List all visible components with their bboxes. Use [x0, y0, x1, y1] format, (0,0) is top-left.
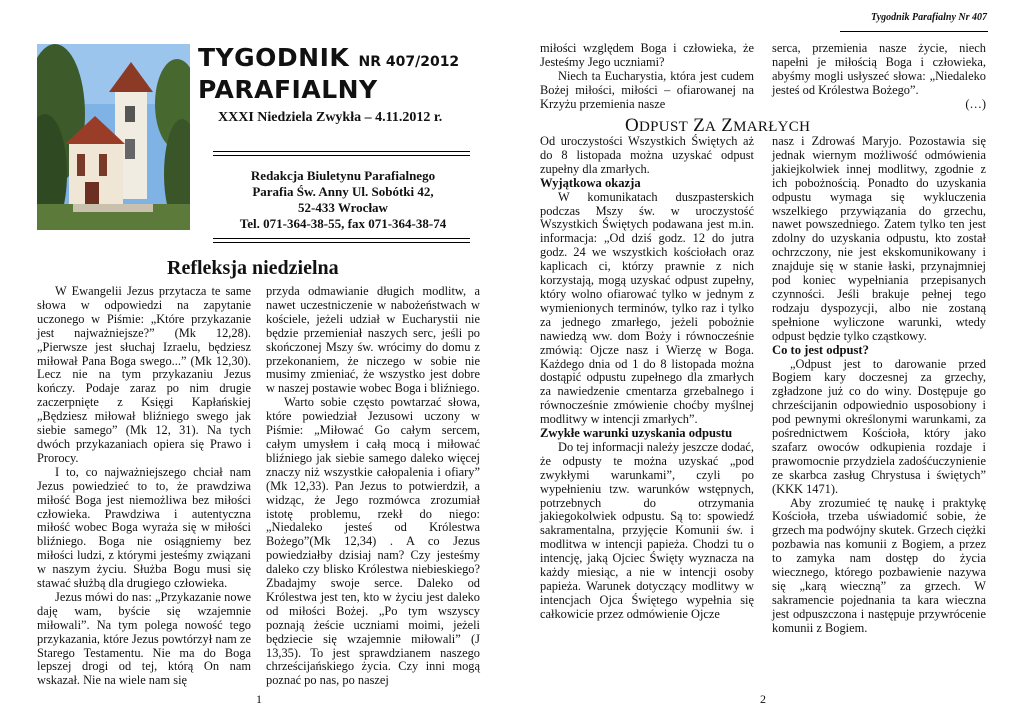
editorial-line: 52-433 Wrocław	[298, 200, 388, 215]
divider	[213, 155, 470, 156]
editorial-line: Redakcja Biuletynu Parafialnego	[250, 168, 436, 183]
page-number: 2	[760, 692, 766, 706]
masthead	[198, 44, 488, 104]
sunday-date: XXXI Niedziela Zwykła – 4.11.2012 r.	[218, 110, 443, 125]
editorial-info	[213, 168, 473, 232]
indulgence-column-left	[540, 135, 754, 685]
divider	[213, 242, 470, 243]
paragraph: serca, przemienia nasze życie, niech napełni je miłością Boga i człowieka, abyśmy mogli usłyszeć słowa: „Niedaleko jesteś od Królestwa Bożego”.	[772, 41, 986, 97]
section-heading: Zwykłe warunki uzyskania odpustu	[540, 426, 733, 441]
paragraph: Aby zrozumieć tę naukę i praktykę Kościoła, trzeba uświadomić sobie, że grzech ma podwójny skutek. Grzech ciężki pozbawia nas komunii z Bogiem, a przez to zamyka nam dostęp do życia wiecznego, którego pozbawienie nazywa się „karą wieczną” za grzech. W sakramencie pojednania ta kara wieczna jest odpuszczona i następuje przywrócenie komunii z Bogiem.	[772, 495, 986, 635]
paragraph: I to, co najważniejszego chciał nam Jezus powiedzieć to to, że prawdziwa miłość Boga jest niemożliwa bez miłości człowieka. Prawdziwa i autentyczna miłość wobec Boga wyraża się w miłości bliźniego. Boga nie osiągniemy bez miłości ludzi, z którymi jesteśmy związani w naszym życiu. Służba Bogu musi się stawać służbą dla drugiego człowieka.	[37, 464, 251, 591]
paragraph: Do tej informacji należy jeszcze dodać, że odpusty te można uzyskać „pod zwykłymi warunkami”, czyli po wypełnieniu tzw. warunków wstępnych, potrzebnych do otrzymania jakiegokolwiek odpustu. Są to: spowiedź sakramentalna, przyjęcie Komunii św. i modlitwa w intencji papieża. Chodzi tu o intencję, jaką Ojciec Święty wyznacza na każdy miesiąc, a nie w intencji osoby papieża. Warunek dotyczący modlitwy w intencjach Ojca Świętego wypełnia się całkowicie przez odmówienie Ojcze	[540, 439, 754, 621]
editorial-line: Tel. 071-364-38-55, fax 071-364-38-74	[239, 216, 447, 231]
paragraph: W Ewangelii Jezus przytacza te same słowa w odpowiedzi na zapytanie uczonego w Piśmie: „Które przykazanie jest najważniejsze?” (Mk 12,28). „Pierwsze jest słuchaj Izraelu, będziesz miłował Pana Boga swego...” (Mk 12,30). Lecz nie na tym przykazaniu Jezus kończy. Podaje zaraz po nim drugie zaczerpnięte z Księgi Kapłańskiej „Będziesz miłował bliźniego swego jak siebie samego” (Mk 12, 31). Na tych dwóch przykazaniach opiera się Prawo i Prorocy.	[37, 284, 251, 465]
paragraph: Jezus mówi do nas: „Przykazanie nowe daję wam, byście się wzajemnie miłowali”. Na tym polega nowość tego przykazania, które Jezus powtórzył nam ze Starego Testamentu. Nie ma do Boga lepszej drogi od tej, którą On nam wskazał. Nie na wiele nam się	[37, 589, 251, 688]
indulgence-column-right	[772, 135, 986, 685]
indulgence-title-text: ODPUST ZA ZMARŁYCH	[625, 115, 811, 136]
paragraph: W komunikatach duszpasterskich podczas Mszy św. w uroczystość Wszystkich Świętych podawana jest m.in. informacja: „Od dziś godz. 12 do jutra godz. 24 we wszystkich kościołach oraz kaplicach ci, którzy prawnie z nich korzystają, mogą uzyskać odpust zupełny, który wolno ofiarować tylko w jednym z wymienionych terminów, tylko raz i tylko za jednego zmarłego, jeżeli pobożnie nawiedzą ww. dom Boży i równocześnie zmówią: Ojcze nasz i Wierzę w Boga. Każdego dnia od 1 do 8 listopada można dostąpić odpustu zupełnego dla zmarłych za nawiedzenie cmentarza grzebalnego i równocześnie zmówienie choćby myślnej modlitwy w intencji zmarłych”.	[540, 189, 754, 427]
church-photo	[37, 44, 190, 230]
paragraph: Warto sobie często powtarzać słowa, które powiedział Jezusowi uczony w Piśmie: „Miłować Go całym sercem, całym umysłem i całą mocą i miłować bliźniego jak siebie samego daleko więcej znaczy niż wszystkie całopalenia i ofiary” (Mk 12,33). Pan Jezus to potwierdził, a widząc, że Jego rozmówca zrozumiał istotę problemu, rzekł do niego: „Niedaleko jesteś od Królestwa Bożego”(Mk 12,34) . A co Jezus powiedziałby dzisiaj nam? Czy jesteśmy daleko czy blisko Królestwa niebieskiego? Zbadajmy swoje serce. Daleko od Królestwa jest ten, kto w życiu jest daleko od miłości Bożej. „Po tym wszyscy poznają żeście uczniami moimi, jeżeli będziecie się wzajemnie miłowali” (J 13,35). To jest sprawdzianem naszego chrześcijańskiego życia. Czy inni mogą poznać po nas, po naszej	[266, 395, 480, 688]
masthead-title-1: TYGODNIK	[198, 43, 350, 72]
editorial-line: Parafia Św. Anny Ul. Sobótki 42,	[252, 184, 434, 199]
reflection-column-1	[37, 284, 251, 688]
paragraph: nasz i Zdrowaś Maryjo. Pozostawia się jednak wiernym możliwość odmówienia jakiejkolwiek innej modlitwy, zgodnie z ich pobożnością. Ponadto do uzyskania odpustu wymaga się wykluczenia wszelkiego przywiązania do grzechu, nawet powszedniego. Zatem tylko ten jest zdolny do uzyskania odpustu, kto został ochrzczony, nie jest ekskomunikowany i znajduje się w stanie łaski, przynajmniej pod koniec wypełniania przepisanych czynności. Jeśli brakuje pełnej tego rodzaju dyspozycji, albo nie zostaną spełnione wyliczone warunki, wtedy odpust będzie tylko cząstkowy.	[772, 134, 986, 343]
reflection-column-3	[540, 42, 754, 112]
header-rule	[840, 31, 988, 32]
paragraph: miłości względem Boga i człowieka, że Jesteśmy Jego uczniami?	[540, 41, 754, 69]
paragraph: „Odpust jest to darowanie przed Bogiem kary doczesnej za grzechy, zgładzone już co do winy. Dostępuje go chrześcijanin odpowiednio usposobiony i pod pewnymi określonymi warunkami, za pośrednictwem Kościoła, który jako szafarz owoców odkupienia rozdaje i prawomocnie przydziela zadośćuczynienie ze skarbca zasług Chrystusa i świętych” (KKK 1471).	[772, 356, 986, 496]
paragraph: Niech ta Eucharystia, która jest cudem Bożej miłości, miłości – ofiarowanej na Krzyżu przemienia nasze	[540, 68, 754, 111]
reflection-title: Refleksja niedzielna	[167, 257, 339, 279]
running-header: Tygodnik Parafialny Nr 407	[870, 12, 987, 23]
page-number: 1	[256, 692, 262, 706]
section-heading: Wyjątkowa okazja	[540, 175, 641, 190]
issue-number: NR 407/2012	[358, 54, 460, 70]
masthead-title-2: PARAFIALNY	[198, 75, 378, 104]
reflection-column-2	[266, 284, 480, 688]
section-heading: Co to jest odpust?	[772, 342, 869, 357]
divider	[213, 151, 470, 152]
paragraph: przyda odmawianie długich modlitw, a nawet uczestniczenie w nabożeństwach w kościele, jeżeli udział w Eucharystii nie będzie przemieniał naszych serc, jeśli po skończonej Mszy św. wrócimy do domu z przekonaniem, że niczego w sobie nie musimy zmieniać, że wszystko jest dobre w naszej postawie wobec Boga i bliźniego.	[266, 284, 480, 396]
ellipsis: (…)	[965, 96, 986, 111]
divider	[213, 238, 470, 239]
paragraph: Od uroczystości Wszystkich Świętych aż do 8 listopada można uzyskać odpust zupełny dla zmarłych.	[540, 134, 754, 176]
reflection-column-4	[772, 42, 986, 112]
